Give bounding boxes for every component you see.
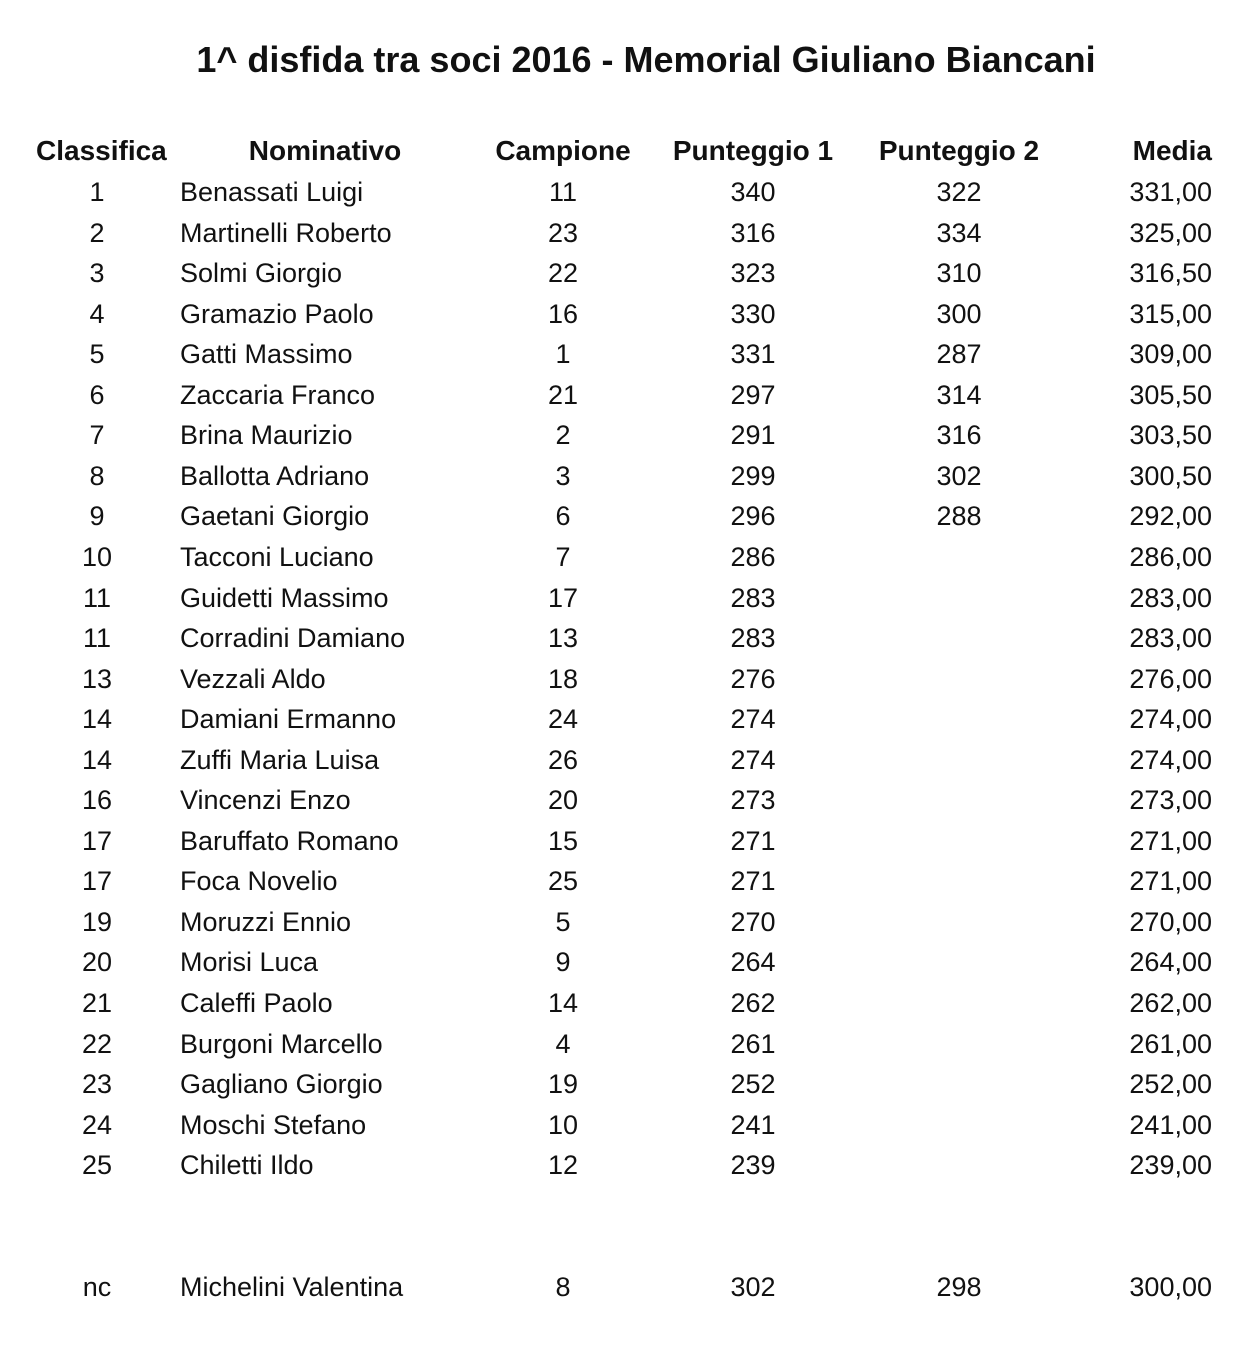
rank-cell: 7 bbox=[89, 420, 105, 450]
table-row bbox=[0, 496, 1256, 536]
average-cell: 261,00 bbox=[1129, 1029, 1212, 1059]
score2-cell: 316 bbox=[936, 420, 982, 450]
sample-cell: 14 bbox=[547, 988, 579, 1018]
table-row bbox=[0, 1064, 1256, 1104]
score2-cell bbox=[875, 983, 1043, 1023]
average-cell: 300,00 bbox=[1129, 1272, 1212, 1302]
score1-cell: 270 bbox=[730, 907, 776, 937]
sample-cell: 4 bbox=[555, 1029, 571, 1059]
score2-cell: 298 bbox=[936, 1272, 982, 1302]
sample-cell: 18 bbox=[547, 664, 579, 694]
score2-cell: 334 bbox=[936, 218, 982, 248]
score2-cell bbox=[875, 861, 1043, 901]
name-cell: Gatti Massimo bbox=[180, 339, 353, 369]
score1-cell: 261 bbox=[730, 1029, 776, 1059]
rank-cell: 22 bbox=[81, 1029, 113, 1059]
sample-cell: 12 bbox=[547, 1150, 579, 1180]
rank-cell: 11 bbox=[82, 583, 112, 613]
sample-cell: 20 bbox=[547, 785, 579, 815]
score1-cell: 331 bbox=[730, 339, 776, 369]
table-row bbox=[0, 537, 1256, 577]
score2-cell bbox=[875, 1024, 1043, 1064]
name-cell: Gaetani Giorgio bbox=[180, 501, 370, 531]
rank-cell: 9 bbox=[89, 501, 105, 531]
name-cell: Morisi Luca bbox=[180, 947, 319, 977]
average-cell: 239,00 bbox=[1129, 1150, 1212, 1180]
average-cell: 331,00 bbox=[1129, 177, 1212, 207]
column-header-rank: Classifica bbox=[36, 135, 167, 166]
table-header bbox=[0, 131, 1256, 171]
score2-cell bbox=[875, 740, 1043, 780]
unranked-row bbox=[0, 1267, 1256, 1307]
rank-cell: 19 bbox=[81, 907, 113, 937]
name-cell: Moruzzi Ennio bbox=[180, 907, 352, 937]
rank-cell: 11 bbox=[82, 623, 112, 653]
rank-cell: 25 bbox=[81, 1150, 113, 1180]
name-cell: Caleffi Paolo bbox=[180, 988, 333, 1018]
table-row bbox=[0, 415, 1256, 455]
rank-cell: nc bbox=[82, 1272, 112, 1302]
score1-cell: 283 bbox=[730, 623, 776, 653]
name-cell: Baruffato Romano bbox=[180, 826, 399, 856]
name-cell: Damiani Ermanno bbox=[180, 704, 397, 734]
column-header-score1: Punteggio 1 bbox=[672, 135, 834, 166]
score2-cell: 314 bbox=[936, 380, 982, 410]
table-row bbox=[0, 902, 1256, 942]
score2-cell: 322 bbox=[936, 177, 982, 207]
table-row bbox=[0, 253, 1256, 293]
name-cell: Vincenzi Enzo bbox=[180, 785, 351, 815]
rank-cell: 17 bbox=[81, 826, 113, 856]
sample-cell: 19 bbox=[547, 1069, 579, 1099]
sample-cell: 9 bbox=[555, 947, 571, 977]
score2-cell: 300 bbox=[936, 299, 982, 329]
rank-cell: 14 bbox=[81, 745, 113, 775]
score1-cell: 316 bbox=[730, 218, 776, 248]
score2-cell: 287 bbox=[936, 339, 982, 369]
score2-cell bbox=[875, 780, 1043, 820]
sample-cell: 21 bbox=[547, 380, 579, 410]
sample-cell: 1 bbox=[555, 339, 571, 369]
average-cell: 274,00 bbox=[1129, 745, 1212, 775]
table-row bbox=[0, 172, 1256, 212]
name-cell: Vezzali Aldo bbox=[180, 664, 326, 694]
table-row bbox=[0, 375, 1256, 415]
table-row bbox=[0, 861, 1256, 901]
rank-cell: 21 bbox=[81, 988, 113, 1018]
average-cell: 316,50 bbox=[1129, 258, 1212, 288]
average-cell: 309,00 bbox=[1129, 339, 1212, 369]
name-cell: Zuffi Maria Luisa bbox=[180, 745, 380, 775]
name-cell: Brina Maurizio bbox=[180, 420, 353, 450]
score1-cell: 283 bbox=[730, 583, 776, 613]
score1-cell: 297 bbox=[730, 380, 776, 410]
average-cell: 241,00 bbox=[1129, 1110, 1212, 1140]
table-row bbox=[0, 294, 1256, 334]
score1-cell: 241 bbox=[730, 1110, 776, 1140]
table-row bbox=[0, 983, 1256, 1023]
name-cell: Ballotta Adriano bbox=[180, 461, 370, 491]
column-header-average: Media bbox=[1132, 135, 1212, 166]
rank-cell: 8 bbox=[89, 461, 105, 491]
score1-cell: 252 bbox=[730, 1069, 776, 1099]
name-cell: Gagliano Giorgio bbox=[180, 1069, 383, 1099]
score1-cell: 340 bbox=[730, 177, 776, 207]
score2-cell bbox=[875, 821, 1043, 861]
table-row bbox=[0, 821, 1256, 861]
table-row bbox=[0, 942, 1256, 982]
average-cell: 292,00 bbox=[1129, 501, 1212, 531]
rank-cell: 16 bbox=[81, 785, 113, 815]
score1-cell: 276 bbox=[730, 664, 776, 694]
sample-cell: 25 bbox=[547, 866, 579, 896]
page-title: 1^ disfida tra soci 2016 - Memorial Giuliano Biancani bbox=[196, 39, 1096, 80]
score1-cell: 271 bbox=[730, 866, 776, 896]
table-row bbox=[0, 740, 1256, 780]
average-cell: 325,00 bbox=[1129, 218, 1212, 248]
sample-cell: 11 bbox=[548, 177, 578, 207]
name-cell: Zaccaria Franco bbox=[180, 380, 376, 410]
score2-cell bbox=[875, 699, 1043, 739]
score1-cell: 302 bbox=[730, 1272, 776, 1302]
name-cell: Corradini Damiano bbox=[180, 623, 406, 653]
name-cell: Moschi Stefano bbox=[180, 1110, 367, 1140]
table-row bbox=[0, 618, 1256, 658]
rank-cell: 17 bbox=[81, 866, 113, 896]
name-cell: Guidetti Massimo bbox=[180, 583, 389, 613]
name-cell: Solmi Giorgio bbox=[180, 258, 343, 288]
rank-cell: 4 bbox=[89, 299, 105, 329]
sample-cell: 24 bbox=[547, 704, 579, 734]
rank-cell: 24 bbox=[81, 1110, 113, 1140]
sample-cell: 13 bbox=[547, 623, 579, 653]
score2-cell bbox=[875, 942, 1043, 982]
sample-cell: 7 bbox=[555, 542, 571, 572]
average-cell: 286,00 bbox=[1129, 542, 1212, 572]
name-cell: Tacconi Luciano bbox=[180, 542, 374, 572]
column-header-sample: Campione bbox=[495, 135, 631, 166]
average-cell: 315,00 bbox=[1129, 299, 1212, 329]
rank-cell: 5 bbox=[89, 339, 105, 369]
average-cell: 271,00 bbox=[1129, 866, 1212, 896]
sample-cell: 22 bbox=[547, 258, 579, 288]
score1-cell: 274 bbox=[730, 704, 776, 734]
table-row bbox=[0, 1105, 1256, 1145]
score2-cell bbox=[875, 578, 1043, 618]
score2-cell: 288 bbox=[936, 501, 982, 531]
average-cell: 264,00 bbox=[1129, 947, 1212, 977]
name-cell: Burgoni Marcello bbox=[180, 1029, 383, 1059]
score2-cell bbox=[875, 1105, 1043, 1145]
name-cell: Benassati Luigi bbox=[180, 177, 364, 207]
rank-cell: 20 bbox=[81, 947, 113, 977]
score2-cell bbox=[875, 537, 1043, 577]
name-cell: Gramazio Paolo bbox=[180, 299, 374, 329]
score1-cell: 271 bbox=[730, 826, 776, 856]
rank-cell: 23 bbox=[81, 1069, 113, 1099]
score2-cell bbox=[875, 1064, 1043, 1104]
average-cell: 270,00 bbox=[1129, 907, 1212, 937]
rank-cell: 10 bbox=[81, 542, 113, 572]
name-cell: Chiletti Ildo bbox=[180, 1150, 314, 1180]
table-row bbox=[0, 334, 1256, 374]
score1-cell: 273 bbox=[730, 785, 776, 815]
table-row bbox=[0, 659, 1256, 699]
name-cell: Michelini Valentina bbox=[180, 1272, 404, 1302]
sample-cell: 16 bbox=[547, 299, 579, 329]
sample-cell: 6 bbox=[555, 501, 571, 531]
average-cell: 252,00 bbox=[1129, 1069, 1212, 1099]
score1-cell: 262 bbox=[730, 988, 776, 1018]
score2-cell bbox=[875, 618, 1043, 658]
average-cell: 305,50 bbox=[1129, 380, 1212, 410]
rank-cell: 14 bbox=[81, 704, 113, 734]
sample-cell: 2 bbox=[555, 420, 571, 450]
average-cell: 274,00 bbox=[1129, 704, 1212, 734]
table-row bbox=[0, 1145, 1256, 1185]
score1-cell: 299 bbox=[730, 461, 776, 491]
rank-cell: 1 bbox=[89, 177, 105, 207]
column-header-score2: Punteggio 2 bbox=[878, 135, 1040, 166]
average-cell: 276,00 bbox=[1129, 664, 1212, 694]
name-cell: Foca Novelio bbox=[180, 866, 338, 896]
average-cell: 303,50 bbox=[1129, 420, 1212, 450]
average-cell: 300,50 bbox=[1129, 461, 1212, 491]
score1-cell: 296 bbox=[730, 501, 776, 531]
score1-cell: 286 bbox=[730, 542, 776, 572]
score2-cell: 310 bbox=[936, 258, 982, 288]
sample-cell: 26 bbox=[547, 745, 579, 775]
rank-cell: 2 bbox=[89, 218, 105, 248]
table-row bbox=[0, 578, 1256, 618]
rank-cell: 6 bbox=[89, 380, 105, 410]
sample-cell: 23 bbox=[547, 218, 579, 248]
score1-cell: 264 bbox=[730, 947, 776, 977]
sample-cell: 10 bbox=[547, 1110, 579, 1140]
rank-cell: 13 bbox=[81, 664, 113, 694]
sample-cell: 3 bbox=[555, 461, 571, 491]
average-cell: 283,00 bbox=[1129, 583, 1212, 613]
score2-cell bbox=[875, 1145, 1043, 1185]
table-row bbox=[0, 699, 1256, 739]
score1-cell: 274 bbox=[730, 745, 776, 775]
score1-cell: 330 bbox=[730, 299, 776, 329]
name-cell: Martinelli Roberto bbox=[180, 218, 392, 248]
score2-cell bbox=[875, 659, 1043, 699]
table-row bbox=[0, 456, 1256, 496]
average-cell: 262,00 bbox=[1129, 988, 1212, 1018]
rank-cell: 3 bbox=[89, 258, 105, 288]
table-row bbox=[0, 1024, 1256, 1064]
average-cell: 283,00 bbox=[1129, 623, 1212, 653]
sample-cell: 15 bbox=[547, 826, 579, 856]
score1-cell: 323 bbox=[730, 258, 776, 288]
average-cell: 273,00 bbox=[1129, 785, 1212, 815]
sample-cell: 17 bbox=[547, 583, 579, 613]
score2-cell: 302 bbox=[936, 461, 982, 491]
sample-cell: 8 bbox=[555, 1272, 571, 1302]
table-row bbox=[0, 780, 1256, 820]
column-header-name: Nominativo bbox=[248, 135, 402, 166]
score1-cell: 239 bbox=[730, 1150, 776, 1180]
average-cell: 271,00 bbox=[1129, 826, 1212, 856]
score1-cell: 291 bbox=[730, 420, 776, 450]
table-row bbox=[0, 213, 1256, 253]
score2-cell bbox=[875, 902, 1043, 942]
sample-cell: 5 bbox=[555, 907, 571, 937]
